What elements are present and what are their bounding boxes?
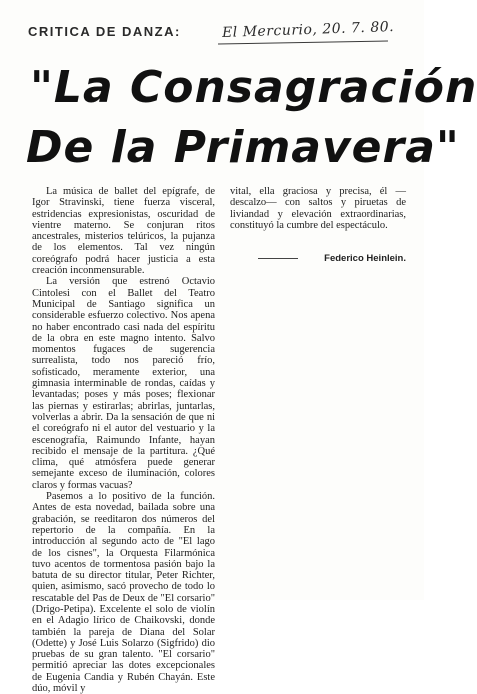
article-right-column bbox=[230, 186, 406, 231]
article-paragraph-2: La versión que estrenó Octavio Cintolesi con el Ballet del Teatro Municipal de Santiago significa un considerable esfuerzo colectivo. Nos apena no haber encontrado casi nada del espíritu de la obra en este magno intento. Salvo momentos fugaces de sugerencia surrealista, todo nos pareció frío, sofisticado, meramente exterior, una gimnasia interminable de rondas, caídas y levantadas; poses y más poses; flexionar las piernas y estirarlas; abrirlas, juntarlas, volverlas a abrir. Da la sensación de que ni el coreógrafo ni el autor del vestuario y la escenografía, Raimundo Infante, hayan recibido el mensaje de la partitura. ¿Qué clima, qué atmósfera puede generar semejante exceso de iluminación, colores claros y formas vacuas? bbox=[32, 276, 215, 491]
headline-line-1: "La Consagración bbox=[30, 62, 477, 113]
byline-rule bbox=[258, 258, 298, 259]
handwritten-underline bbox=[218, 41, 388, 45]
handwritten-source-note: El Mercurio, 20. 7. 80. bbox=[221, 19, 395, 41]
author-byline: Federico Heinlein. bbox=[324, 253, 406, 264]
article-paragraph-3: Pasemos a lo positivo de la función. Antes de esta novedad, bailada sobre una grabación, se reeditaron dos números del repertorio de la compañía. En la introducción al segundo acto de "El lago de los cisnes", la Orquesta Filarmónica tuvo acentos de tormentosa pasión bajo la batuta de su director titular, Peter Richter, quien, asimismo, sacó provecho de todo lo rescatable del Pas de Deux de "El corsario" (Drigo-Petipa). Excelente el solo de violín en el Adagio lírico de Chaikovski, donde también la pareja de Diana del Solar (Odette) y José Luis Solarzo (Sigfrido) dio pruebas de su gran talento. "El corsario" permitió apreciar las dotes excepcionales de Eugenia Candia y Rubén Chayán. Este dúo, móvil y bbox=[32, 491, 215, 694]
article-paragraph-continued: vital, ella graciosa y precisa, él —descalzo— con saltos y piruetas de liviandad y elevación extraordinarias, constituyó la cumbre del espectáculo. bbox=[230, 186, 406, 231]
headline-line-2: De la Primavera" bbox=[26, 122, 460, 173]
article-paragraph-1: La música de ballet del epígrafe, de Igor Stravinski, tiene fuerza visceral, estridencias expresionistas, oscuridad de vientre materno. Se conjuran ritos ancestrales, misterios telúricos, la pujanza de los elementos. Tal vez ningún coreógrafo podrá hacer justicia a esta creación inconmensurable. bbox=[32, 186, 215, 277]
section-label: CRITICA DE DANZA: bbox=[28, 24, 181, 39]
article-left-column bbox=[32, 186, 215, 694]
headline bbox=[26, 58, 477, 178]
